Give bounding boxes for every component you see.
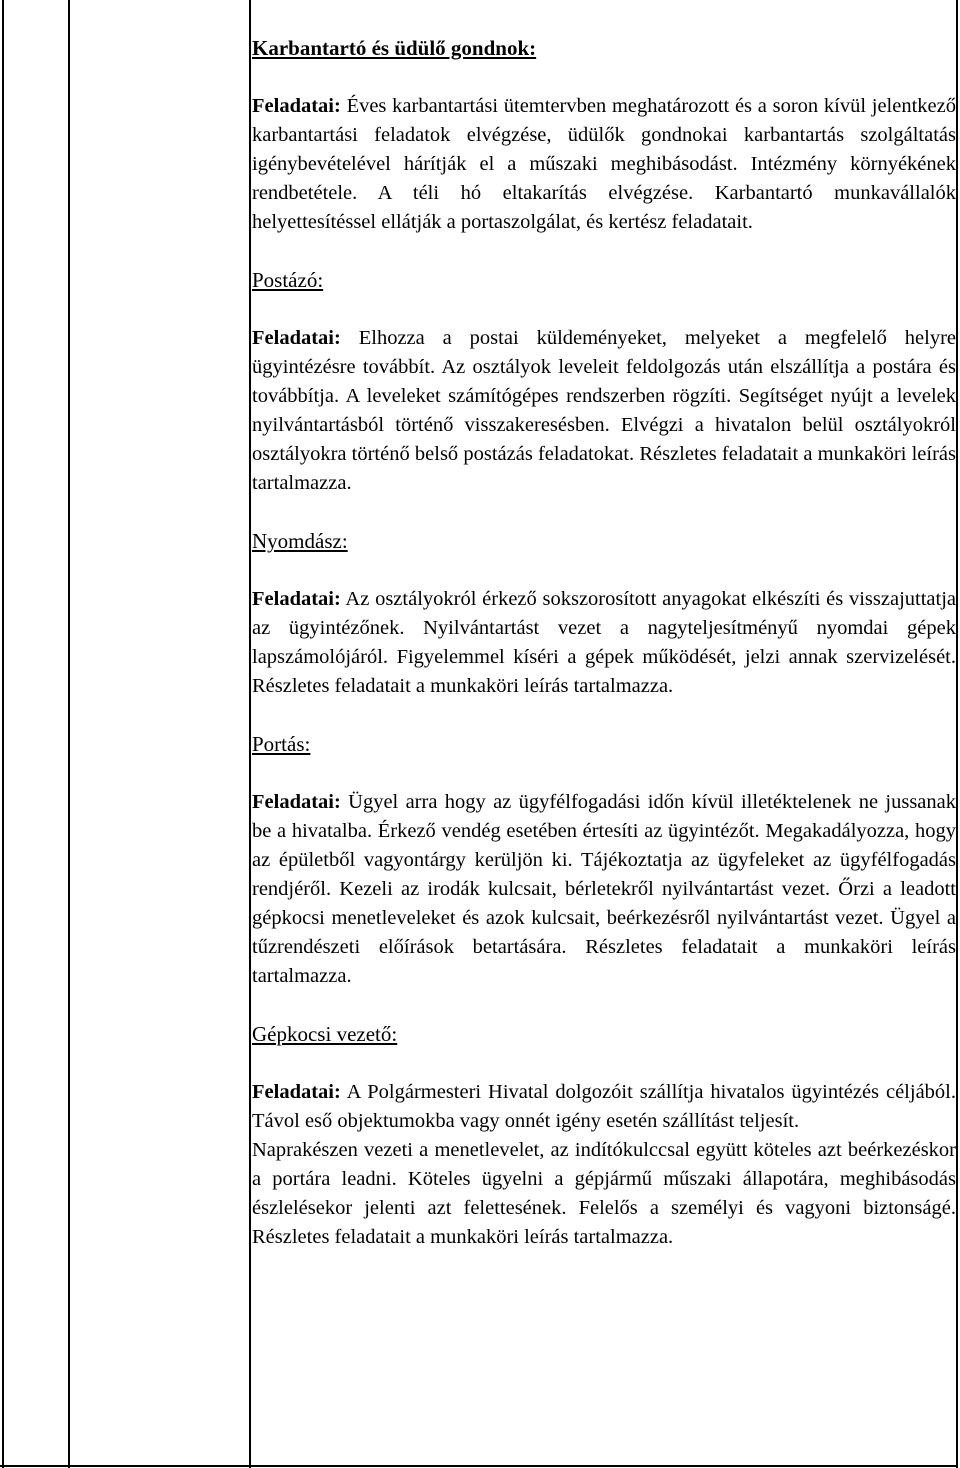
paragraph-text: Elhozza a postai küldeményeket, melyeket a megfelelő helyre ügyintézésre továbbít. Az osztályok leveleit feldolgozás után elszállítja a postára és továbbítja. A leveleket számítógépes rendszerben rögzíti. Segítséget nyújt a levelek nyilvántartásból történő visszakeresésben. Elvégzi a hivatalon belül osztályokról osztályokra történő belső postázás feladatokat. Részletes feladatait a munkaköri leírás tartalmazza. xyxy=(252,327,956,494)
section-paragraph xyxy=(252,585,956,701)
lead-label: Feladatai: xyxy=(252,588,341,610)
section-paragraph xyxy=(252,1078,956,1136)
paragraph-text: Ügyel arra hogy az ügyfélfogadási időn kívül illetéktelenek ne jussanak be a hivatalba. Érkező vendég esetében értesíti az ügyintézőt. Megakadályozza, hogy az épületből vagyontárgy kerüljön ki. Tájékoztatja az ügyfeleket az ügyfélfogadás rendjéről. Kezeli az irodák kulcsait, bérletekről nyilvántartást vezet. Őrzi a leadott gépkocsi menetleveleket és azok kulcsait, beérkezésről nyilvántartást vezet. Ügyel a tűzrendészeti előírások betartására. Részletes feladatait a munkaköri leírás tartalmazza. xyxy=(252,791,956,987)
table-column-divider-2 xyxy=(249,0,251,1468)
lead-label: Feladatai: xyxy=(252,1081,341,1103)
section-postazo xyxy=(252,266,956,498)
section-title: Gépkocsi vezető: xyxy=(252,1022,398,1046)
paragraph-text: Az osztályokról érkező sokszorosított anyagokat elkészíti és visszajuttatja az ügyintézőnek. Nyilvántartást vezet a nagyteljesítményű nyomdai gépek lapszámolójáról. Figyelemmel kíséri a gépek működését, jelzi annak szervizelését. Részletes feladatait a munkaköri leírás tartalmazza. xyxy=(252,588,956,697)
table-column-divider-1 xyxy=(68,0,70,1468)
section-paragraph-2: Naprakészen vezeti a menetlevelet, az indítókulccsal együtt köteles azt beérkezéskor a portára leadni. Köteles ügyelni a gépjármű műszaki állapotára, meghibásodás észlelésekor jelenti azt felettesének. Felelős a személyi és vagyoni biztonságé. Részletes feladatait a munkaköri leírás tartalmazza. xyxy=(252,1139,956,1248)
lead-label: Feladatai: xyxy=(252,95,341,117)
section-portas xyxy=(252,730,956,991)
paragraph-text: A Polgármesteri Hivatal dolgozóit szállítja hivatalos ügyintézés céljából. Távol eső objektumokba vagy onnét igény esetén szállítást teljesít. xyxy=(252,1081,956,1132)
document-content xyxy=(252,34,956,1252)
section-title: Postázó: xyxy=(252,268,324,292)
section-paragraph xyxy=(252,324,956,498)
section-nyomdasz xyxy=(252,527,956,701)
section-paragraph xyxy=(252,92,956,237)
table-border-left xyxy=(2,0,4,1468)
table-border-right xyxy=(956,0,958,1468)
lead-label: Feladatai: xyxy=(252,327,341,349)
section-title: Karbantartó és üdülő gondnok: xyxy=(252,36,537,60)
lead-label: Feladatai: xyxy=(252,791,341,813)
table-border-bottom xyxy=(0,1465,958,1467)
section-title: Portás: xyxy=(252,732,311,756)
section-gepkocsi-vezeto xyxy=(252,1020,956,1252)
section-title: Nyomdász: xyxy=(252,529,348,553)
section-paragraph xyxy=(252,788,956,991)
section-karbantarto xyxy=(252,34,956,237)
paragraph-text: Éves karbantartási ütemtervben meghatározott és a soron kívül jelentkező karbantartási feladatok elvégzése, üdülők gondnokai karbantartás szolgáltatás igénybevételével hárítják el a műszaki meghibásodást. Intézmény környékének rendbetétele. A téli hó eltakarítás elvégzése. Karbantartó munkavállalók helyettesítéssel ellátják a portaszolgálat, és kertész feladatait. xyxy=(252,95,956,233)
